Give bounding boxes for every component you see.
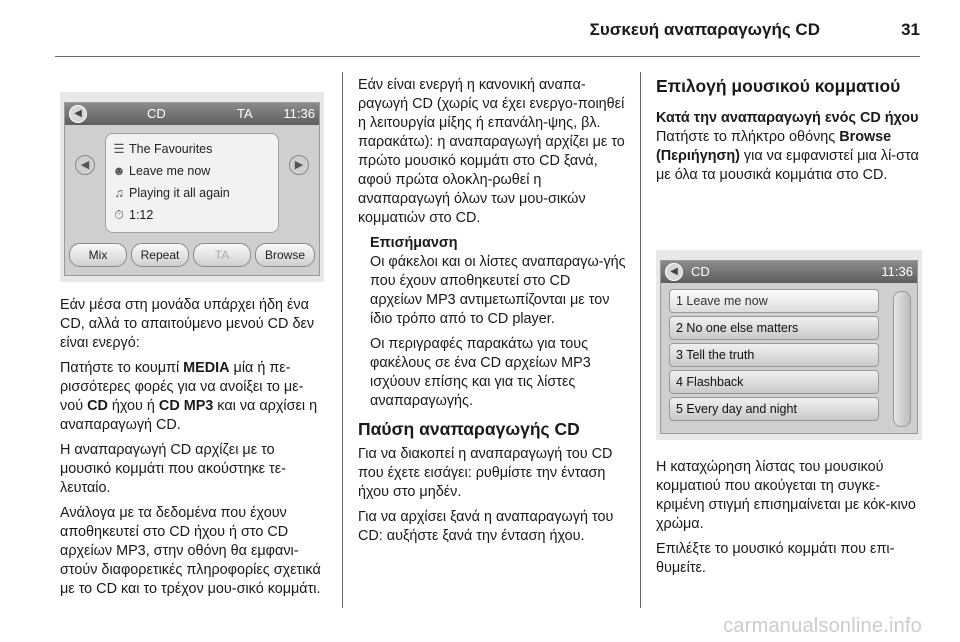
music-note-icon: ♫	[114, 186, 124, 200]
ta-indicator: TA	[237, 106, 253, 121]
note-title: Επισήμανση	[370, 235, 458, 251]
cd-playback-screen	[64, 102, 320, 276]
paragraph-select-track: Επιλέξτε το μουσικό κομμάτι που επι-θυμείτε.	[656, 541, 895, 576]
column-2	[358, 76, 626, 552]
ta-button[interactable]: TA	[193, 243, 251, 267]
track-list	[663, 287, 885, 429]
note-paragraph-1: Οι φάκελοι και οι λίστες αναπαραγω-γής που έχουν αποθηκευτεί στο CD αρχείων MP3 αντιμετωπίζονται με τον ίδιο τρόπο από το CD player.	[370, 254, 626, 327]
repeat-button[interactable]: Repeat	[131, 243, 189, 267]
paragraph-current-entry-highlight: Η καταχώρηση λίστας του μουσικού κομματιού που ακούγεται τη συγκε-κριμένη στιγμή επισημαίνεται με κόκ-κινο χρώμα.	[656, 459, 916, 532]
track-info-panel	[105, 133, 279, 233]
paragraph-playback-resumes: Η αναπαραγωγή CD αρχίζει με το μουσικό κομμάτι που ακούστηκε τε-λευταίο.	[60, 442, 286, 496]
track-list-item[interactable]: 3 Tell the truth	[669, 343, 879, 367]
cd-playback-screenshot	[60, 92, 324, 282]
page-number: 31	[901, 20, 920, 39]
browse-key-label: Browse (Περιήγηση)	[656, 129, 892, 164]
track-list-screen	[660, 260, 918, 434]
column-1	[60, 296, 325, 605]
screen-title-bar	[65, 103, 319, 125]
elapsed-time: 1:12	[129, 208, 154, 222]
note-paragraph-2: Οι περιγραφές παρακάτω για τους φακέλους σε ένα CD αρχείων MP3 ισχύουν επίσης και για τις λίστες αναπαραγωγής.	[370, 336, 591, 409]
header-rule	[55, 56, 920, 57]
paragraph-press-media	[60, 359, 325, 435]
cd-mp3-menu-label: CD MP3	[158, 398, 214, 414]
previous-button[interactable]: ◀	[75, 155, 95, 175]
clock-time: 11:36	[283, 106, 315, 121]
column-3-continued	[656, 458, 926, 584]
info-row-album	[112, 140, 272, 159]
section-title-select-track: Επιλογή μουσικού κομματιού	[656, 76, 901, 96]
clock-icon: ⏱	[114, 208, 124, 222]
paragraph-pause: Για να διακοπεί η αναπαραγωγή του CD που έχετε εισάγει: ρυθμίστε την ένταση ήχου στο μηδέν.	[358, 446, 613, 500]
clock-time: 11:36	[881, 264, 913, 279]
text: για να εμφανιστεί μια λί-στα με όλα τα μουσικά κομμάτια στο CD.	[656, 148, 919, 183]
track-list-item[interactable]: 1 Leave me now	[669, 289, 879, 313]
text: Πατήστε το πλήκτρο οθόνης	[656, 129, 840, 145]
next-button[interactable]: ▶	[289, 155, 309, 175]
paragraph-normal-playback: Εάν είναι ενεργή η κανονική αναπα-ραγωγή CD (χωρίς να έχει ενεργο-ποιηθεί η λειτουργία μίξης ή επανάλη-ψης, βλ. παρακάτω): η αναπαραγωγή αρχίζει με το πρώτο μουσικό κομμάτι στο CD ξανά, αφού πρώτα ολοκλη-ρωθεί η αναπαραγωγή όλων των μου-σικών κομματιών στο CD.	[358, 77, 625, 226]
paragraph-cd-inserted: Εάν μέσα στη μονάδα υπάρχει ήδη ένα CD, αλλά το απαιτούμενο μενού CD δεν είναι ενεργό:	[60, 297, 315, 351]
screen-title-bar	[661, 261, 917, 283]
track-list-item[interactable]: 4 Flashback	[669, 370, 879, 394]
source-label: CD	[691, 264, 710, 279]
browse-button[interactable]: Browse	[255, 243, 315, 267]
person-icon: ☻	[112, 164, 126, 178]
info-row-track	[112, 184, 272, 203]
text: και να αρχίσει η αναπαραγωγή CD.	[60, 398, 318, 433]
column-divider-left	[342, 72, 343, 608]
column-3	[656, 76, 926, 191]
paragraph-press-browse	[656, 128, 926, 185]
section-title-pause: Παύση αναπαραγωγής CD	[358, 419, 580, 439]
watermark: carmanualsonline.info	[723, 615, 922, 637]
note-box	[358, 234, 626, 411]
text: Πατήστε το κουμπί	[60, 360, 184, 376]
info-row-time	[112, 206, 272, 225]
back-icon[interactable]: ◀	[665, 263, 683, 281]
paragraph-resume: Για να αρχίσει ξανά η αναπαραγωγή του CD: αυξήστε ξανά την ένταση ήχου.	[358, 509, 614, 544]
column-divider-right	[640, 72, 641, 608]
album-name: The Favourites	[129, 142, 213, 156]
track-name: Playing it all again	[129, 186, 230, 200]
cd-menu-label: CD	[87, 398, 108, 414]
info-row-artist	[112, 162, 272, 181]
track-list-screenshot	[656, 250, 922, 440]
paragraph-display-info: Ανάλογα με τα δεδομένα που έχουν αποθηκευτεί στο CD ήχου ή στο CD αρχείων MP3, στην οθόνη θα εμφανι-στούν διαφορετικές πληροφορίες σχετικά με το CD και το τρέχον μου-σικό κομμάτι.	[60, 505, 321, 597]
text: ήχου ή	[107, 398, 159, 414]
track-list-item[interactable]: 5 Every day and night	[669, 397, 879, 421]
source-label: CD	[147, 106, 166, 121]
mix-button[interactable]: Mix	[69, 243, 127, 267]
artist-name: Leave me now	[129, 164, 211, 178]
text: μία ή πε-ρισσότερες φορές για να ανοίξει το με-νού	[60, 360, 304, 414]
folder-icon: ☰	[113, 142, 125, 156]
page-header-title: Συσκευή αναπαραγωγής CD	[589, 20, 820, 39]
back-icon[interactable]: ◀	[69, 105, 87, 123]
subsection-title-audio-cd: Κατά την αναπαραγωγή ενός CD ήχου	[656, 110, 919, 126]
scrollbar[interactable]	[893, 291, 911, 427]
media-key-label: MEDIA	[183, 360, 230, 376]
track-list-item-current[interactable]: 2 No one else matters	[669, 316, 879, 340]
